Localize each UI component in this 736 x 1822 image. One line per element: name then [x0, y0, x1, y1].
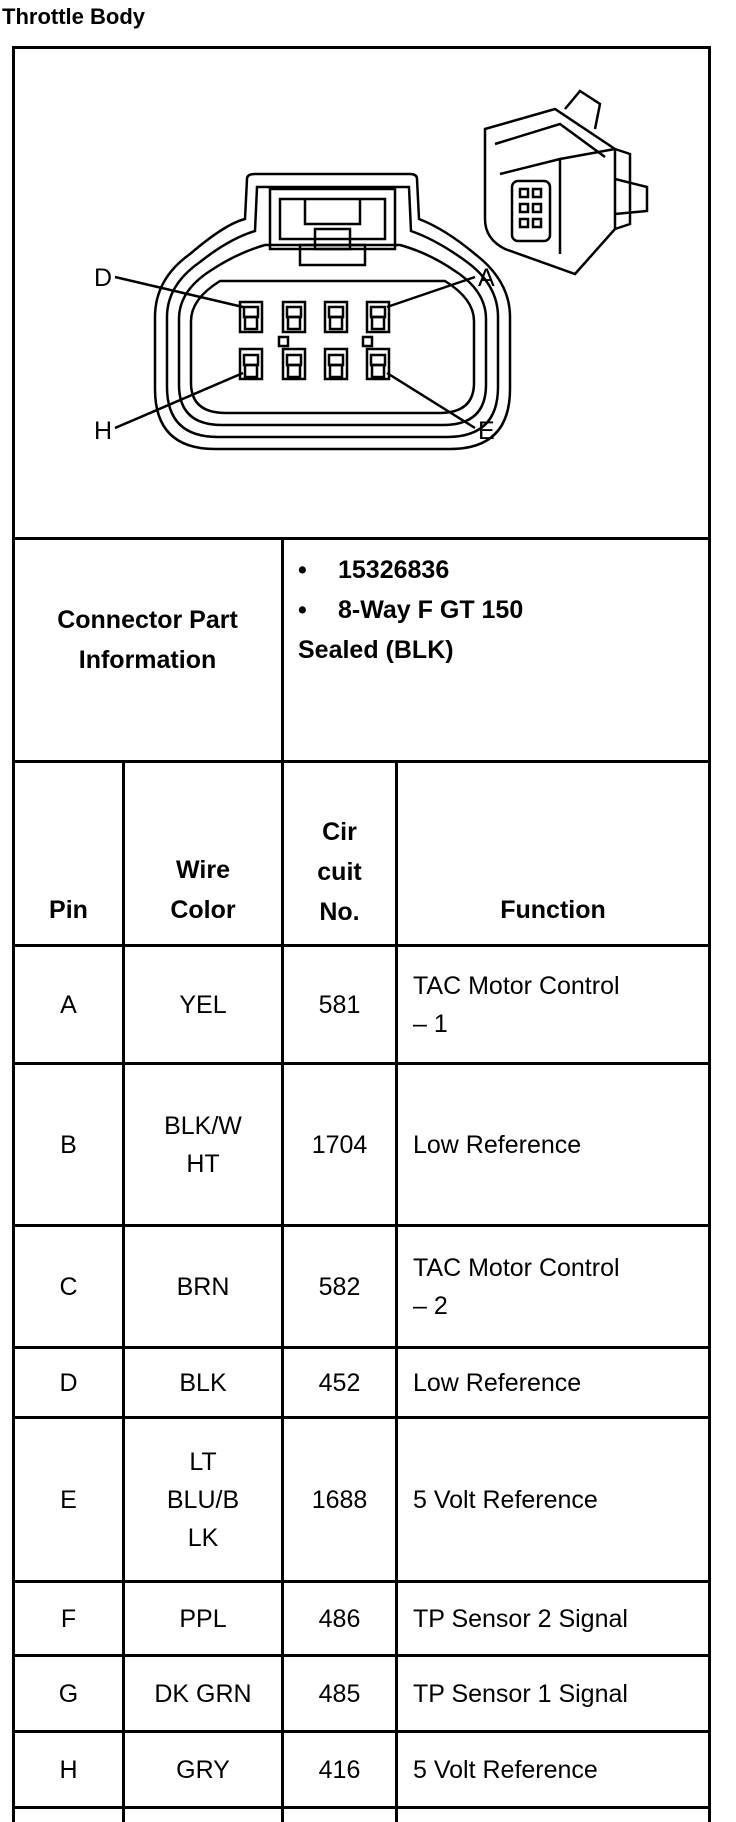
table-cell-circuit: 581: [318, 990, 361, 1019]
header-pin: Pin: [49, 896, 88, 924]
table-cell-pin: C: [59, 1272, 78, 1301]
table-cell-pin: G: [58, 1679, 79, 1708]
header-circuit-no: Cir cuit No.: [317, 818, 362, 926]
connector-part-info-label: Connector Part Information: [57, 606, 238, 674]
connector-diagram: [15, 49, 708, 537]
table-cell-circuit: 416: [318, 1755, 361, 1784]
table-cell-wire-color: DK GRN: [154, 1679, 252, 1708]
table-cell-circuit: 452: [318, 1368, 361, 1397]
table-cell-circuit: 1688: [311, 1485, 368, 1514]
table-cell-wire-color: GRY: [176, 1755, 230, 1784]
divider: [12, 1806, 711, 1809]
table-cell-function: TP Sensor 2 Signal: [413, 1604, 628, 1633]
header-wire-color: Wire Color: [170, 856, 236, 924]
pin-label-a: A: [478, 264, 495, 292]
table-cell-wire-color: LT BLU/B LK: [166, 1447, 240, 1552]
table-cell-wire-color: YEL: [179, 990, 227, 1019]
connector-type-continued: Sealed (BLK): [298, 636, 454, 664]
connector-type: 8-Way F GT 150: [338, 596, 524, 624]
table-cell-function: 5 Volt Reference: [413, 1485, 598, 1514]
part-number-item: • 15326836: [298, 556, 450, 584]
table-cell-circuit: 486: [318, 1604, 361, 1633]
table-cell-pin: D: [59, 1368, 78, 1397]
table-cell-pin: A: [60, 990, 77, 1019]
part-number: 15326836: [338, 556, 450, 584]
divider: [12, 760, 711, 763]
table-cell-pin: H: [59, 1755, 78, 1784]
table-cell-circuit: 582: [318, 1272, 361, 1301]
table-cell-circuit: 485: [318, 1679, 361, 1708]
connector-part-info: [298, 550, 523, 670]
connector-type-item: • 8-Way F GT 150: [298, 596, 524, 624]
divider: [12, 537, 711, 540]
pin-label-e: E: [478, 417, 495, 445]
table-cell-function: Low Reference: [413, 1368, 582, 1397]
table-cell-circuit: 1704: [311, 1130, 368, 1159]
pin-label-h: H: [94, 417, 113, 445]
table-cell-wire-color: BRN: [176, 1272, 230, 1301]
table-cell-function: TP Sensor 1 Signal: [413, 1679, 628, 1708]
pin-label-d: D: [94, 264, 113, 292]
table-cell-pin: B: [60, 1130, 77, 1159]
table-cell-function: 5 Volt Reference: [413, 1755, 598, 1784]
table-cell-wire-color: BLK/W HT: [164, 1111, 242, 1178]
header-function: Function: [500, 896, 606, 924]
table-cell-wire-color: BLK: [179, 1368, 227, 1397]
table-cell-function: TAC Motor Control – 2: [413, 1253, 620, 1320]
table-cell-wire-color: PPL: [179, 1604, 227, 1633]
table-cell-pin: E: [60, 1485, 77, 1514]
table-cell-function: Low Reference: [413, 1130, 582, 1159]
table-cell-pin: F: [60, 1604, 77, 1633]
page-title: Throttle Body: [2, 4, 145, 29]
table-cell-function: TAC Motor Control – 1: [413, 971, 620, 1038]
